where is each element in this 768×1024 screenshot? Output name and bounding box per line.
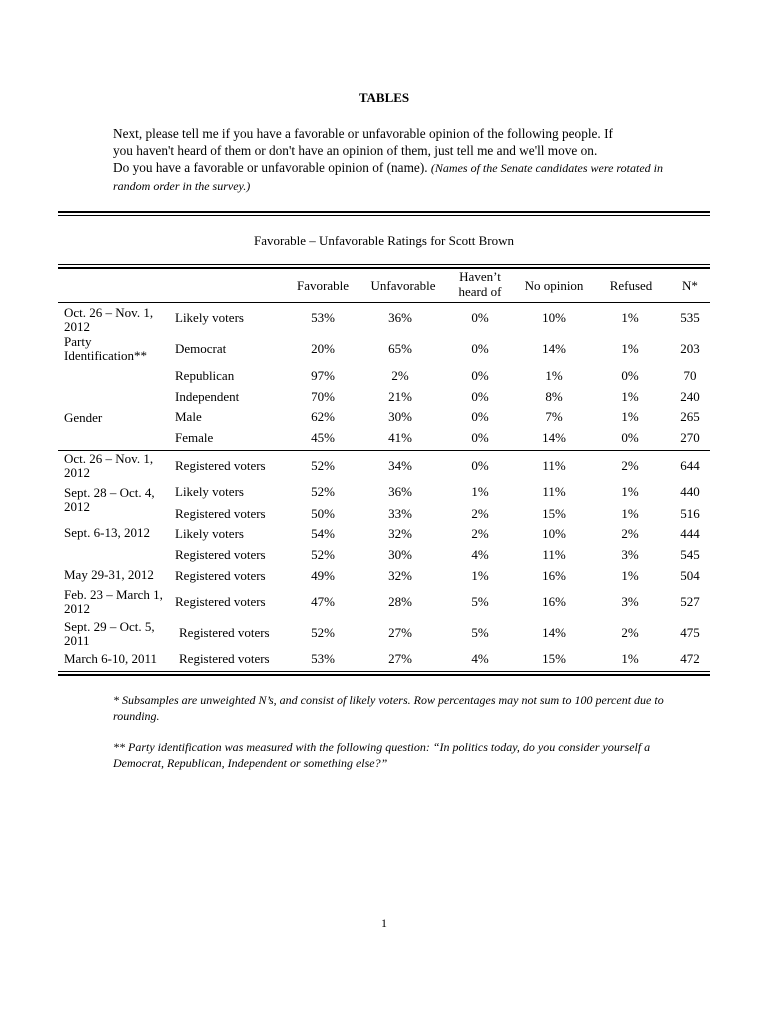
table-cell: 1% — [471, 568, 489, 583]
table-cell: 0% — [621, 430, 639, 445]
row-group-label: Party Identification** — [64, 334, 148, 363]
table-cell: 0% — [471, 341, 489, 356]
table-cell: 11% — [542, 458, 566, 473]
intro-line-3: Do you have a favorable or unfavorable opinion of (name). — [113, 160, 428, 175]
table-cell: 32% — [388, 568, 412, 583]
row-subgroup-label: Likely voters — [175, 484, 244, 499]
row-group-label: March 6-10, 2011 — [64, 651, 158, 666]
table-cell: 2% — [621, 625, 639, 640]
table-top-rule — [58, 211, 710, 213]
table-cell: 20% — [311, 341, 335, 356]
header-top-rule-thick — [58, 267, 710, 269]
row-group-label: Sept. 6-13, 2012 — [64, 525, 150, 540]
table-cell: 0% — [471, 368, 489, 383]
table-cell: 52% — [311, 625, 335, 640]
row-subgroup-label: Male — [175, 409, 202, 424]
table-cell: 53% — [311, 651, 335, 666]
table-cell: 8% — [545, 389, 563, 404]
row-subgroup-label: Republican — [175, 368, 235, 383]
section-divider-rule — [58, 450, 710, 451]
row-group-label: Gender — [64, 410, 103, 425]
header-refused: Refused — [609, 278, 653, 293]
table-cell: 36% — [388, 484, 412, 499]
table-cell: 16% — [542, 594, 566, 609]
row-subgroup-label: Registered voters — [175, 506, 266, 521]
table-cell: 28% — [388, 594, 412, 609]
table-cell: 10% — [542, 310, 566, 325]
row-subgroup-label: Likely voters — [175, 310, 244, 325]
table-cell: 203 — [680, 341, 700, 356]
row-group-label: Sept. 28 – Oct. 4, 2012 — [64, 485, 155, 514]
row-subgroup-label: Female — [175, 430, 214, 445]
table-cell: 4% — [471, 651, 489, 666]
table-cell: 1% — [471, 484, 489, 499]
table-cell: 1% — [545, 368, 563, 383]
table-cell: 644 — [680, 458, 700, 473]
table-cell: 15% — [542, 506, 566, 521]
table-cell: 14% — [542, 430, 566, 445]
table-top-rule-thin — [58, 215, 710, 216]
table-cell: 0% — [621, 368, 639, 383]
intro-line-2: you haven't heard of them or don't have an opinion of them, just tell me and we'll move on. — [113, 143, 598, 158]
table-cell: 1% — [621, 310, 639, 325]
table-cell: 30% — [388, 409, 412, 424]
table-cell: 3% — [621, 594, 639, 609]
table-cell: 265 — [680, 409, 700, 424]
table-cell: 4% — [471, 547, 489, 562]
table-cell: 527 — [680, 594, 700, 609]
table-cell: 472 — [680, 651, 700, 666]
row-group-label: Sept. 29 – Oct. 5, 2011 — [64, 619, 155, 648]
row-subgroup-label: Registered voters — [175, 547, 266, 562]
table-cell: 2% — [621, 526, 639, 541]
table-cell: 97% — [311, 368, 335, 383]
table-cell: 240 — [680, 389, 700, 404]
row-subgroup-label: Likely voters — [175, 526, 244, 541]
table-cell: 62% — [311, 409, 335, 424]
table-caption: Favorable – Unfavorable Ratings for Scott Brown — [254, 233, 514, 248]
row-subgroup-label: Registered voters — [175, 458, 266, 473]
table-cell: 45% — [311, 430, 335, 445]
footnote-1: * Subsamples are unweighted N’s, and consist of likely voters. Row percentages may not sum to 100 percent due to rounding. — [113, 693, 664, 723]
table-cell: 54% — [311, 526, 335, 541]
table-cell: 36% — [388, 310, 412, 325]
table-cell: 50% — [311, 506, 335, 521]
table-cell: 27% — [388, 651, 412, 666]
table-cell: 14% — [542, 341, 566, 356]
table-cell: 0% — [471, 310, 489, 325]
table-cell: 34% — [388, 458, 412, 473]
table-cell: 2% — [621, 458, 639, 473]
table-cell: 52% — [311, 547, 335, 562]
table-cell: 475 — [680, 625, 700, 640]
table-cell: 545 — [680, 547, 700, 562]
row-subgroup-label: Registered voters — [175, 594, 266, 609]
table-cell: 504 — [680, 568, 700, 583]
table-cell: 1% — [621, 568, 639, 583]
table-cell: 0% — [471, 389, 489, 404]
table-cell: 5% — [471, 625, 489, 640]
header-favorable: Favorable — [297, 278, 349, 293]
row-subgroup-label: Registered voters — [179, 625, 270, 640]
table-cell: 14% — [542, 625, 566, 640]
table-cell: 52% — [311, 458, 335, 473]
table-bottom-rule-thick — [58, 674, 710, 676]
row-group-label: May 29-31, 2012 — [64, 567, 154, 582]
page-heading: TABLES — [358, 90, 410, 105]
table-cell: 65% — [388, 341, 412, 356]
table-cell: 11% — [542, 547, 566, 562]
table-bottom-rule — [58, 671, 710, 672]
table-cell: 49% — [311, 568, 335, 583]
table-cell: 2% — [391, 368, 409, 383]
intro-note: (Names of the Senate candidates were rotated in random order in the survey.) — [113, 161, 663, 193]
table-cell: 30% — [388, 547, 412, 562]
row-group-label: Oct. 26 – Nov. 1, 2012 — [64, 305, 154, 334]
header-bottom-rule — [58, 302, 710, 303]
table-cell: 1% — [621, 389, 639, 404]
table-cell: 47% — [311, 594, 335, 609]
table-cell: 21% — [388, 389, 412, 404]
table-cell: 10% — [542, 526, 566, 541]
table-cell: 516 — [680, 506, 700, 521]
table-cell: 53% — [311, 310, 335, 325]
table-cell: 27% — [388, 625, 412, 640]
table-cell: 3% — [621, 547, 639, 562]
row-subgroup-label: Independent — [175, 389, 240, 404]
intro-line-1: Next, please tell me if you have a favorable or unfavorable opinion of the following people. If — [113, 126, 613, 141]
table-cell: 52% — [311, 484, 335, 499]
table-cell: 0% — [471, 409, 489, 424]
table-cell: 1% — [621, 484, 639, 499]
header-no-opinion: No opinion — [524, 278, 584, 293]
header-n: N* — [682, 278, 698, 293]
table-cell: 0% — [471, 458, 489, 473]
table-cell: 70% — [311, 389, 335, 404]
table-cell: 15% — [542, 651, 566, 666]
table-cell: 70 — [683, 368, 697, 383]
header-top-rule — [58, 264, 710, 265]
table-cell: 440 — [680, 484, 700, 499]
table-cell: 1% — [621, 506, 639, 521]
table-cell: 7% — [545, 409, 563, 424]
intro-paragraph — [113, 125, 673, 195]
row-subgroup-label: Registered voters — [175, 568, 266, 583]
footnote-2: ** Party identification was measured with the following question: “In politics today, do you consider yourself a Democrat, Republican, Independent or something else?” — [113, 740, 651, 770]
table-cell: 32% — [388, 526, 412, 541]
table-cell: 33% — [388, 506, 412, 521]
table-cell: 1% — [621, 409, 639, 424]
header-unfavorable: Unfavorable — [370, 278, 436, 293]
table-cell: 444 — [680, 526, 700, 541]
header-havent-heard: Haven’t heard of — [458, 269, 502, 299]
row-subgroup-label: Democrat — [175, 341, 227, 356]
row-group-label: Feb. 23 – March 1, 2012 — [64, 587, 163, 616]
row-group-label: Oct. 26 – Nov. 1, 2012 — [64, 451, 154, 480]
row-subgroup-label: Registered voters — [179, 651, 270, 666]
table-cell: 11% — [542, 484, 566, 499]
table-cell: 2% — [471, 526, 489, 541]
page-number: 1 — [381, 916, 387, 930]
table-cell: 1% — [621, 651, 639, 666]
table-cell: 2% — [471, 506, 489, 521]
table-cell: 535 — [680, 310, 700, 325]
table-cell: 16% — [542, 568, 566, 583]
table-cell: 41% — [388, 430, 412, 445]
table-cell: 5% — [471, 594, 489, 609]
table-cell: 0% — [471, 430, 489, 445]
table-cell: 270 — [680, 430, 700, 445]
table-cell: 1% — [621, 341, 639, 356]
